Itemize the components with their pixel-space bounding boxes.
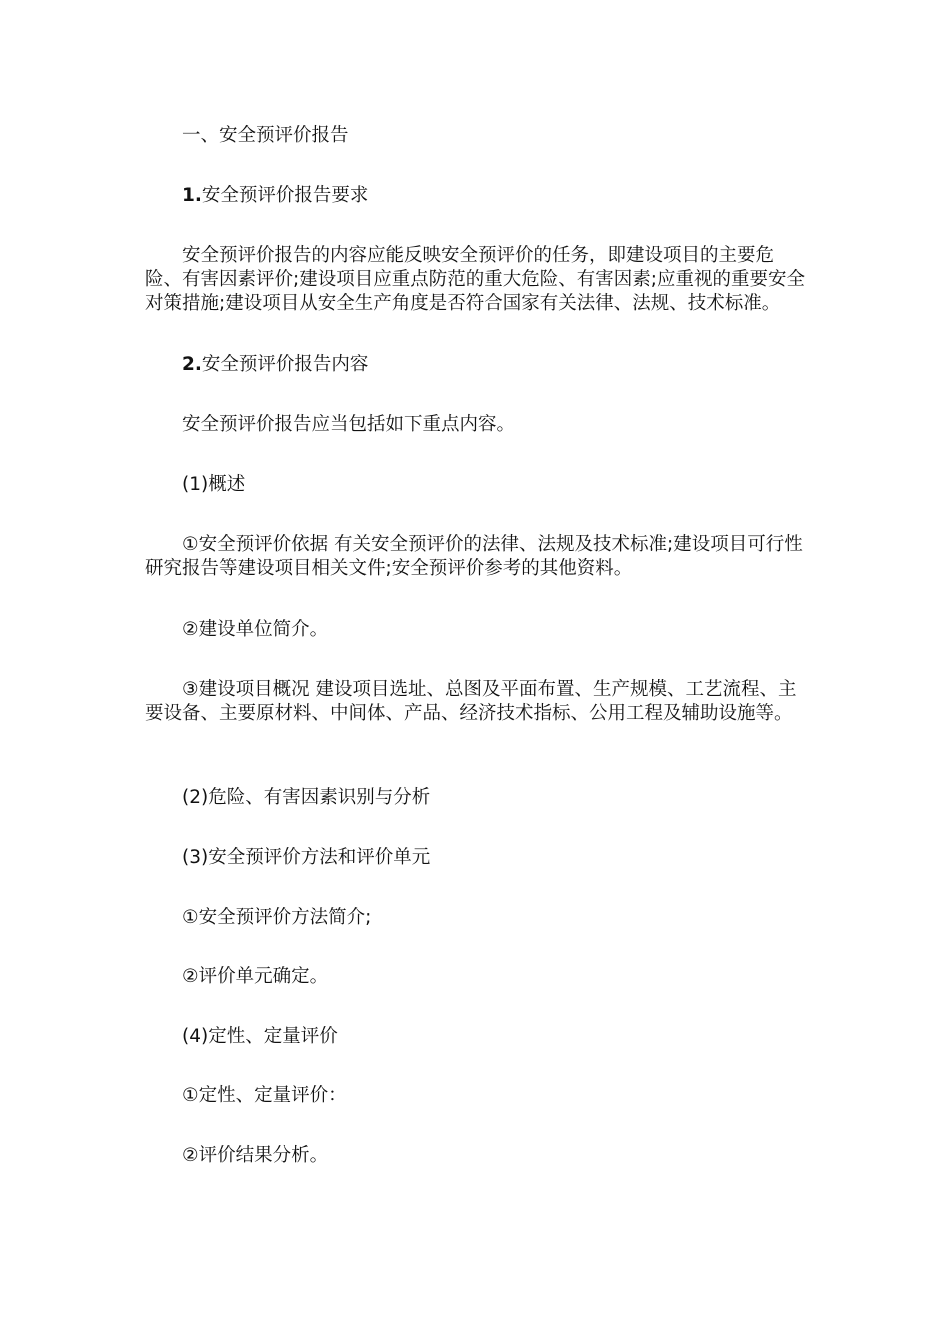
section-1-heading [145,184,810,208]
item-1-a: ①安全预评价依据 有关安全预评价的法律、法规及技术标准;建设项目可行性研究报告等建设项目相关文件;安全预评价参考的其他资料。 [145,534,803,579]
section-2-intro: 安全预评价报告应当包括如下重点内容。 [182,414,516,435]
section-2-heading [145,353,810,377]
section-2-title: 安全预评价报告内容 [201,354,369,375]
item-1-b: ②建设单位简介。 [182,619,329,640]
item-1-c: ③建设项目概况 建设项目选址、总图及平面布置、生产规模、工艺流程、主要设备、主要原材料、中间体、产品、经济技术指标、公用工程及辅助设施等。 [145,679,797,724]
item-3-a: ①安全预评价方法简介; [182,907,372,928]
section-2-number: 2. [182,354,202,375]
item-2-heading: (2)危险、有害因素识别与分析 [182,787,431,808]
main-heading: 一、安全预评价报告 [182,125,349,146]
item-4-b: ②评价结果分析。 [182,1145,329,1166]
section-1-number: 1. [182,185,202,206]
item-1-heading: (1)概述 [182,474,246,495]
item-3-b: ②评价单元确定。 [182,966,329,987]
item-4-heading: (4)定性、定量评价 [182,1026,338,1047]
item-3-heading: (3)安全预评价方法和评价单元 [182,847,431,868]
item-4-a: ①定性、定量评价： [182,1085,347,1106]
section-1-title: 安全预评价报告要求 [201,185,369,206]
section-1-body: 安全预评价报告的内容应能反映安全预评价的任务，即建设项目的主要危险、有害因素评价;建设项目应重点防范的重大危险、有害因素;应重视的重要安全对策措施;建设项目从安全生产角度是否符合国家有关法律、法规、技术标准。 [145,245,805,314]
